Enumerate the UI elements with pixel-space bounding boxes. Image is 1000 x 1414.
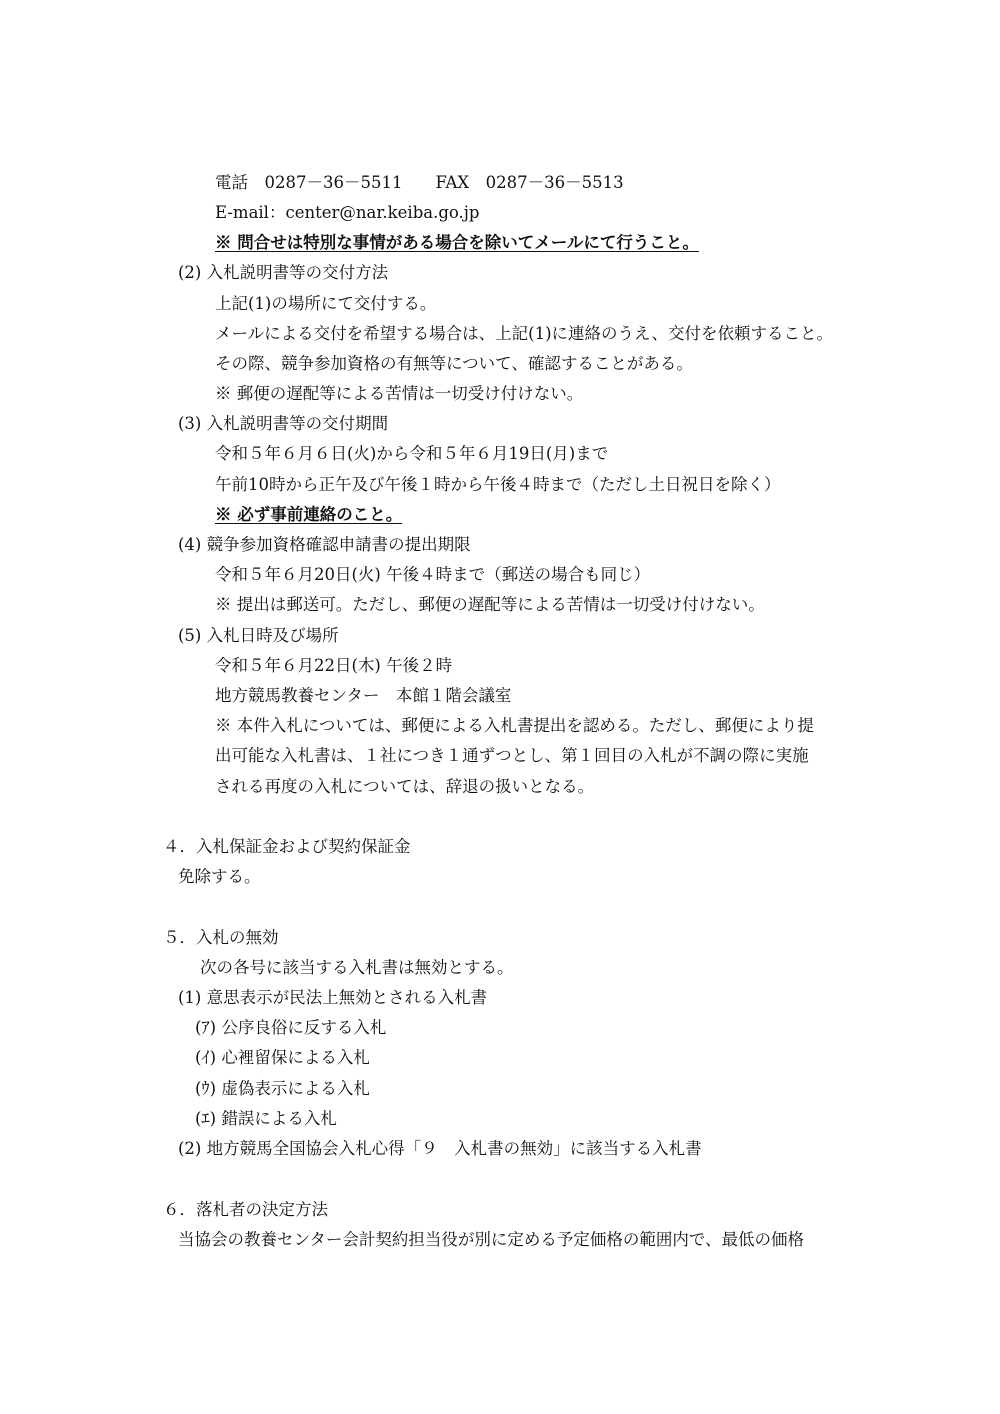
section5-subitem: (ｱ) 公序良俗に反する入札 xyxy=(195,1018,387,1037)
section5-subitem: (ｴ) 錯誤による入札 xyxy=(195,1109,337,1128)
item4-line: 令和５年６月20日(火) 午後４時まで（郵送の場合も同じ） xyxy=(215,565,651,584)
item2-note: ※ 郵便の遅配等による苦情は一切受け付けない。 xyxy=(215,384,584,403)
item5-line: 令和５年６月22日(木) 午後２時 xyxy=(215,656,453,675)
item3-line: 令和５年６月６日(火)から令和５年６月19日(月)まで xyxy=(215,444,609,463)
item2-line: 上記(1)の場所にて交付する。 xyxy=(215,294,437,313)
item4-heading: (4) 競争参加資格確認申請書の提出期限 xyxy=(178,535,471,554)
item2-line: その際、競争参加資格の有無等について、確認することがある。 xyxy=(215,354,693,373)
section5-intro: 次の各号に該当する入札書は無効とする。 xyxy=(200,958,514,977)
section5-item2: (2) 地方競馬全国協会入札心得「９ 入札書の無効」に該当する入札書 xyxy=(178,1139,702,1158)
item2-heading: (2) 入札説明書等の交付方法 xyxy=(178,263,389,282)
item3-note: ※ 必ず事前連絡のこと。 xyxy=(215,505,403,524)
item4-note: ※ 提出は郵送可。ただし、郵便の遅配等による苦情は一切受け付けない。 xyxy=(215,595,765,614)
section6-heading: ６．落札者の決定方法 xyxy=(163,1200,328,1219)
item3-line: 午前10時から正午及び午後１時から午後４時まで（ただし土日祝日を除く） xyxy=(215,475,781,494)
section5-item1: (1) 意思表示が民法上無効とされる入札書 xyxy=(178,988,488,1007)
item5-note: ※ 本件入札については、郵便による入札書提出を認める。ただし、郵便により提 xyxy=(215,716,814,735)
item5-heading: (5) 入札日時及び場所 xyxy=(178,626,339,645)
contact-email: E-mail：center@nar.keiba.go.jp xyxy=(215,203,480,222)
contact-inquiry-note: ※ 問合せは特別な事情がある場合を除いてメールにて行うこと。 xyxy=(215,233,699,252)
item5-note: 出可能な入札書は、１社につき１通ずつとし、第１回目の入札が不調の際に実施 xyxy=(215,746,809,765)
item2-line: メールによる交付を希望する場合は、上記(1)に連絡のうえ、交付を依頼すること。 xyxy=(215,324,834,343)
section5-subitem: (ｲ) 心裡留保による入札 xyxy=(195,1048,370,1067)
section5-subitem: (ｳ) 虚偽表示による入札 xyxy=(195,1079,370,1098)
section6-body: 当協会の教養センター会計契約担当役が別に定める予定価格の範囲内で、最低の価格 xyxy=(178,1230,805,1249)
contact-phone-fax: 電話 0287－36－5511 FAX 0287－36－5513 xyxy=(215,173,624,192)
item5-note: される再度の入札については、辞退の扱いとなる。 xyxy=(215,777,595,796)
section4-body: 免除する。 xyxy=(178,867,261,886)
section4-heading: ４．入札保証金および契約保証金 xyxy=(163,837,411,856)
item3-heading: (3) 入札説明書等の交付期間 xyxy=(178,414,389,433)
item5-line: 地方競馬教養センター 本館１階会議室 xyxy=(215,686,512,705)
section5-heading: ５．入札の無効 xyxy=(163,928,279,947)
